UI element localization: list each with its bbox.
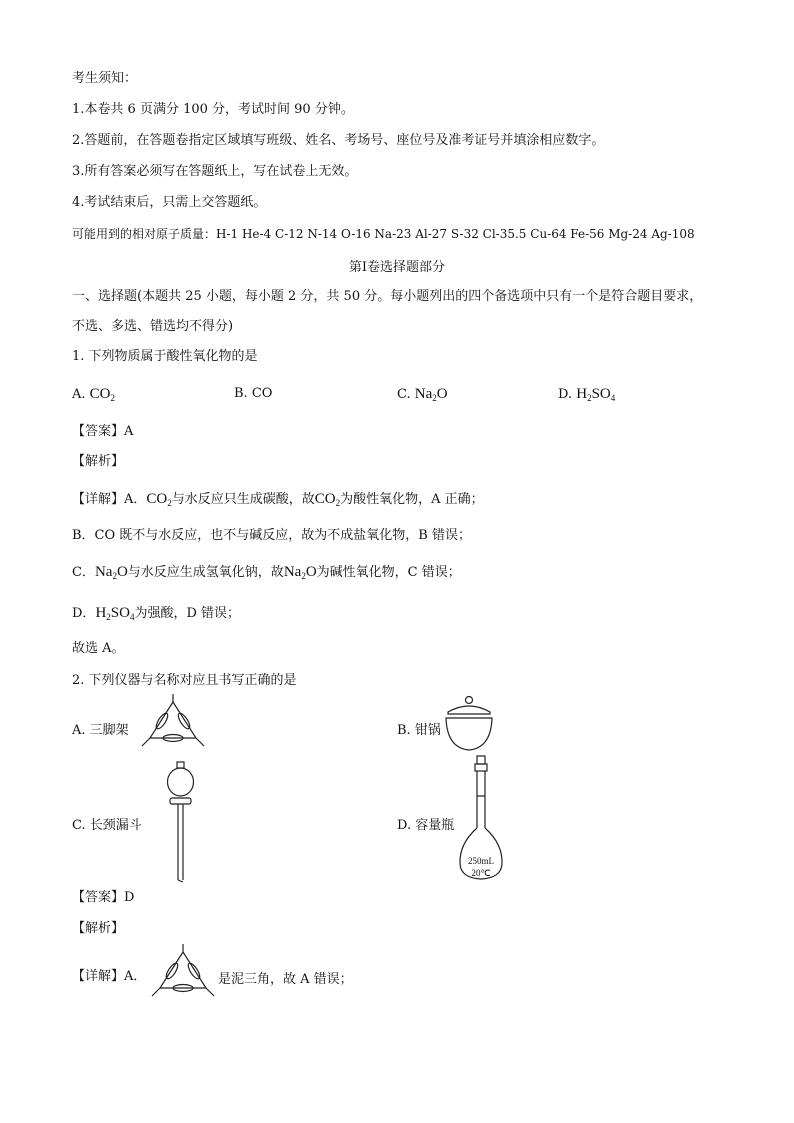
notice-item-4: 4.考试结束后，只需上交答题纸。 <box>72 195 267 210</box>
q1-detail-d <box>72 604 240 623</box>
q1-option-d-label: D. <box>558 387 573 402</box>
notice-title: 考生须知： <box>72 71 138 86</box>
q2-detail-a-pre: 【详解】A． <box>72 969 147 984</box>
q1-option-d <box>558 386 615 403</box>
notice-item-2: 2.答题前，在答题卷指定区域填写班级、姓名、考场号、座位号及准考证号并填涂相应数字。 <box>72 133 605 148</box>
q1-stem: 1. 下列物质属于酸性氧化物的是 <box>72 349 258 364</box>
q1-detail-c-post: 为碱性氧化物，C 错误； <box>316 565 461 580</box>
q1-detail-c <box>72 563 461 582</box>
formula-h2so4: $H_2SO_4$ <box>95 605 135 622</box>
q2-option-c: C. 长颈漏斗 <box>72 818 142 833</box>
formula-na2o: $Na_2O$ <box>414 386 448 403</box>
crucible-image <box>444 696 494 754</box>
q1-detail-d-pre: D． <box>72 606 96 621</box>
q1-detail-c-mid: 与水反应生成氢氧化钠，故 <box>127 565 284 580</box>
part-title: 第Ⅰ卷选择题部分 <box>348 260 446 275</box>
formula-co2: $CO_2$ <box>146 491 172 508</box>
formula-h2so4: $H_2SO_4$ <box>576 386 616 403</box>
q1-option-b: B. CO <box>234 386 273 401</box>
q1-answer: 【答案】A <box>72 424 134 439</box>
notice-item-3: 3.所有答案必须写在答题纸上，写在试卷上无效。 <box>72 164 358 179</box>
q1-detail-b: B．CO 既不与水反应，也不与碱反应，故为不成盐氧化物，B 错误； <box>72 528 471 543</box>
q2-answer: 【答案】D <box>72 890 135 905</box>
flask-temp-label: 20℃ <box>471 868 491 878</box>
section-instructions-2: 不选、多选、错选均不得分) <box>72 319 234 334</box>
flask-volume-label: 250mL <box>468 856 494 866</box>
formula-co2: $CO_2$ <box>314 491 341 508</box>
clay-triangle-image <box>150 944 216 1002</box>
q2-option-d: D. 容量瓶 <box>397 818 455 833</box>
formula-co2: $CO_2$ <box>89 386 116 403</box>
q1-detail-a <box>72 490 484 509</box>
atomic-masses: 可能用到的相对原子质量：H-1 He-4 C-12 N-14 O-16 Na-23 Al-27 S-32 Cl-35.5 Cu-64 Fe-56 Mg-24 Ag-108 <box>72 227 695 241</box>
q1-analysis-heading: 【解析】 <box>72 454 125 469</box>
q1-option-c-label: C. <box>397 387 411 402</box>
q1-option-a <box>72 386 115 403</box>
q1-detail-d-post: 为强酸，D 错误； <box>134 606 241 621</box>
q1-detail-a-mid: 与水反应只生成碳酸，故 <box>171 492 315 507</box>
q1-detail-a-post: 为酸性氧化物，A 正确； <box>340 492 484 507</box>
q2-detail-a-post: 是泥三角，故 A 错误； <box>218 972 353 987</box>
q2-analysis-heading: 【解析】 <box>72 921 125 936</box>
notice-item-1: 1.本卷共 6 页满分 100 分，考试时间 90 分钟。 <box>72 102 354 117</box>
q2-stem: 2. 下列仪器与名称对应且书写正确的是 <box>72 673 297 688</box>
separatory-funnel-image <box>164 762 198 884</box>
q2-option-b: B. 钳锅 <box>397 723 441 738</box>
q1-detail-a-pre: 【详解】A． <box>72 492 147 507</box>
q1-option-a-label: A. <box>72 387 86 402</box>
q1-option-c <box>397 386 448 403</box>
formula-na2o: $Na_2O$ <box>94 564 128 581</box>
section-instructions-1: 一、选择题(本题共 25 小题，每小题 2 分，共 50 分。每小题列出的四个备选项中只有一个是符合题目要求， <box>72 289 703 304</box>
formula-na2o: $Na_2O$ <box>283 564 317 581</box>
clay-triangle-image <box>140 694 206 752</box>
q1-detail-c-pre: C． <box>72 565 95 580</box>
q2-option-a: A. 三脚架 <box>72 723 129 738</box>
q1-conclusion: 故选 A。 <box>72 641 125 656</box>
